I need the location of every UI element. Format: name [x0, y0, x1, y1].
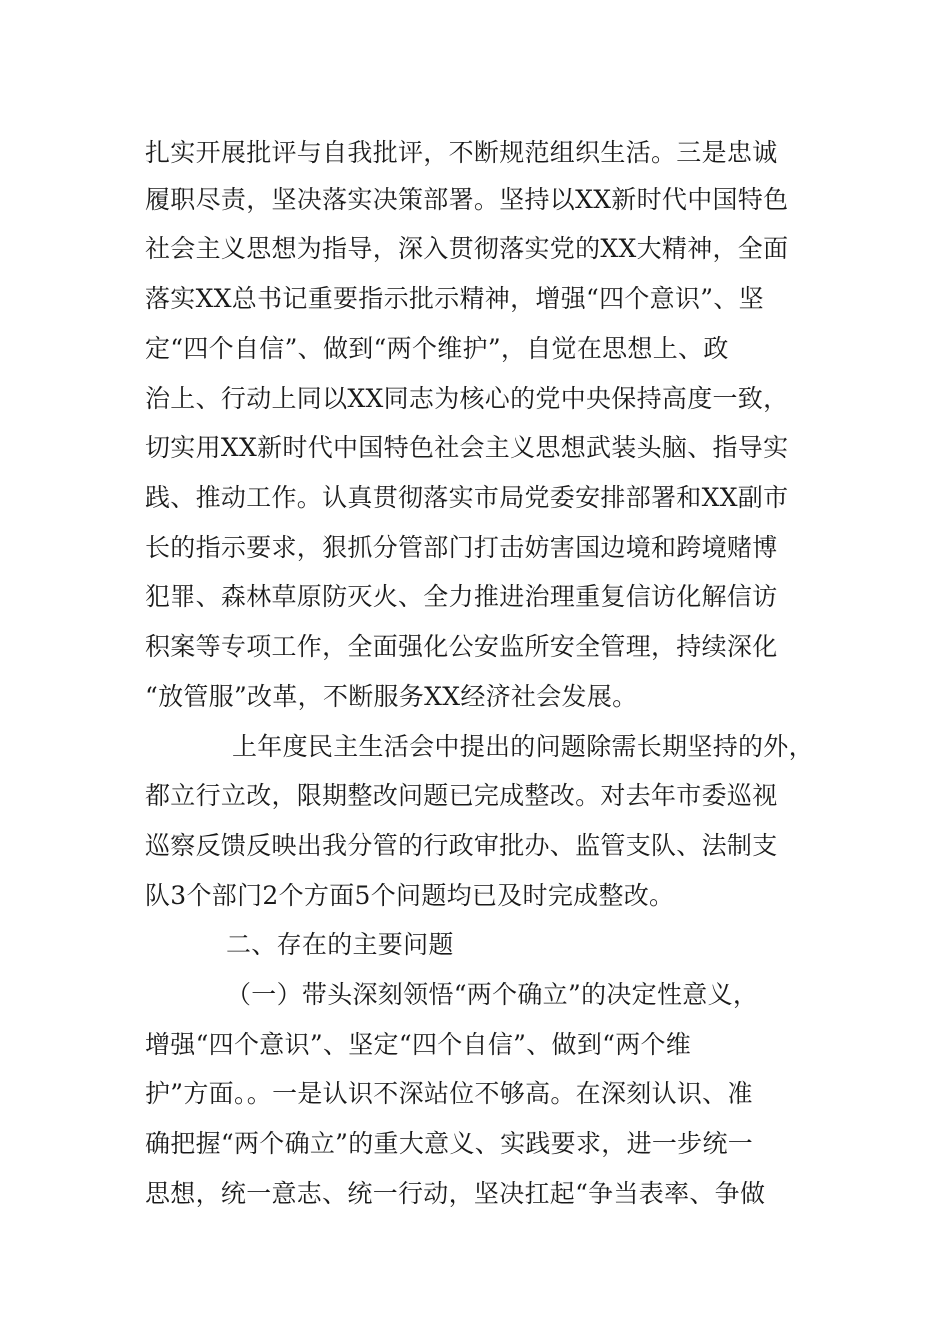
body-text-line: 思想，统一意志、统一行动，坚决扛起“争当表率、争做 [145, 1179, 766, 1208]
body-text-line: 切实用XX新时代中国特色社会主义思想武装头脑、指导实 [145, 433, 789, 462]
body-text-line: 积案等专项工作，全面强化公安监所安全管理，持续深化 [145, 632, 778, 661]
section-heading: 二、存在的主要问题 [226, 930, 454, 959]
paragraph-first-line: 上年度民主生活会中提出的问题除需长期坚持的外， [232, 732, 814, 761]
body-text-line: 定“四个自信”、做到“两个维护”，自觉在思想上、政 [145, 334, 729, 363]
body-text-line: 确把握“两个确立”的重大意义、实践要求，进一步统一 [145, 1129, 754, 1158]
body-text-line: 社会主义思想为指导，深入贯彻落实党的XX大精神，全面 [145, 234, 789, 263]
body-text-line: 护”方面。。一是认识不深站位不够高。在深刻认识、准 [145, 1079, 753, 1108]
body-text-line: 都立行立改，限期整改问题已完成整改。对去年市委巡视 [145, 781, 778, 810]
body-text-line: 增强“四个意识”、坚定“四个自信”、做到“两个维 [145, 1030, 692, 1059]
body-text-line: “放管服”改革，不断服务XX经济社会发展。 [145, 682, 638, 711]
body-text-line: 治上、行动上同以XX同志为核心的党中央保持高度一致， [145, 384, 789, 413]
body-text-line: 履职尽责，坚决落实决策部署。坚持以XX新时代中国特色 [145, 185, 789, 214]
body-text-line: 犯罪、森林草原防灭火、全力推进治理重复信访化解信访 [145, 582, 778, 611]
body-text-line: 扎实开展批评与自我批评，不断规范组织生活。三是忠诚 [145, 138, 778, 167]
body-text-line: 践、推动工作。认真贯彻落实市局党委安排部署和XX副市 [145, 483, 789, 512]
body-text-line: 长的指示要求，狠抓分管部门打击妨害国边境和跨境赌博 [145, 533, 778, 562]
body-text-line: 队3个部门2个方面5个问题均已及时完成整改。 [145, 881, 675, 910]
body-text-line: 巡察反馈反映出我分管的行政审批办、监管支队、法制支 [145, 831, 778, 860]
subsection-heading: （一）带头深刻领悟“两个确立”的决定性意义， [226, 980, 759, 1009]
body-text-line: 落实XX总书记重要指示批示精神，增强“四个意识”、坚 [145, 284, 764, 313]
